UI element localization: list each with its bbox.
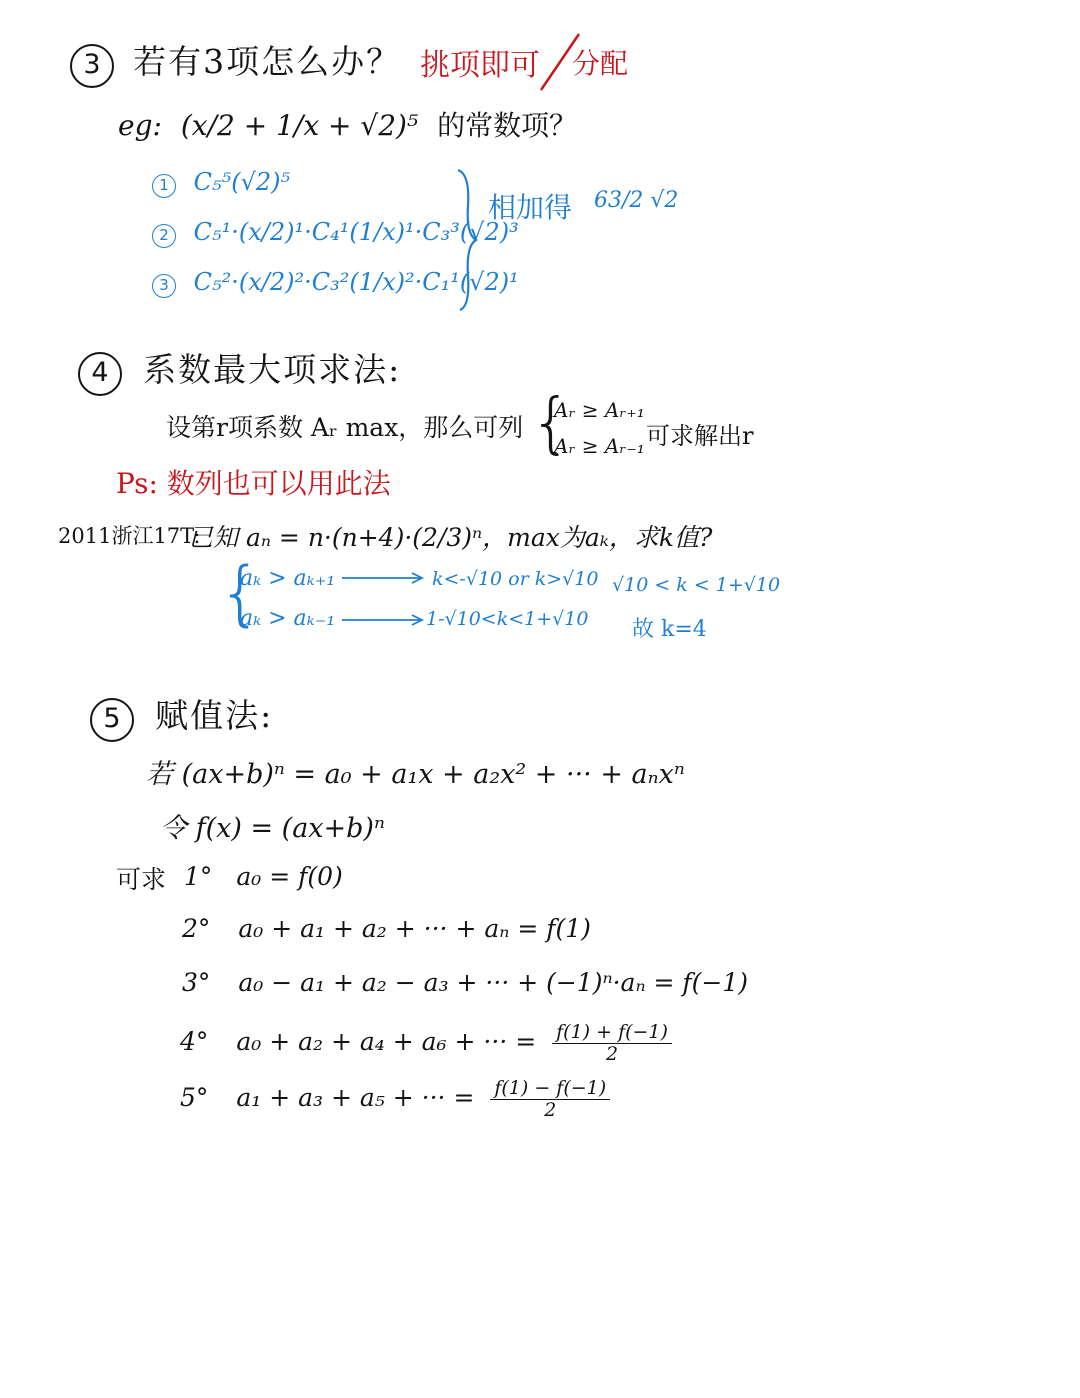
section4-number: 4 — [78, 352, 122, 396]
item-1 — [184, 862, 343, 891]
case-number-1: 1 — [152, 174, 176, 198]
item-2 — [182, 914, 591, 943]
item-3 — [182, 968, 748, 997]
result-2: 1-√10<k<1+√10 — [426, 608, 589, 630]
final-answer: 故 k=4 — [632, 617, 707, 642]
expansion-line: 若 (ax+b)ⁿ = a₀ + a₁x + a₂x² + ··· + aₙxⁿ — [146, 759, 685, 790]
denominator-5: 2 — [544, 1098, 557, 1121]
condition-1: aₖ > aₖ₊₁ — [240, 566, 336, 591]
numerator-4: f(1) + f(−1) — [552, 1022, 672, 1044]
system-line-2: Aᵣ ≥ Aᵣ₋₁ — [554, 434, 645, 458]
system-brace: { — [530, 384, 572, 461]
denominator-4: 2 — [605, 1042, 619, 1065]
section5-title: 赋值法: — [155, 696, 274, 735]
item-expression-3: a₀ − a₁ + a₂ − a₃ + ··· + (−1)ⁿ·aₙ = f(−1) — [238, 968, 749, 997]
case-number-3: 3 — [152, 274, 176, 298]
section4-description-2: 可求解出r — [646, 422, 754, 450]
item-4 — [180, 1022, 672, 1065]
arrows — [340, 570, 430, 630]
case-number-2: 2 — [152, 224, 176, 248]
section3-title: 若有3项怎么办？ — [133, 42, 402, 81]
item-expression-1: a₀ = f(0) — [236, 862, 343, 891]
item-number-3: 3° — [182, 968, 211, 997]
section3-red-note: 挑项即可 — [420, 48, 540, 83]
section4-title: 系数最大项求法: — [143, 350, 402, 389]
final-range: √10 < k < 1+√10 — [612, 574, 781, 596]
section3-number: 3 — [70, 44, 114, 88]
fraction-5 — [490, 1078, 610, 1121]
section3-heading — [70, 36, 401, 88]
case-expression-1: C₅⁵(√2)⁵ — [193, 168, 291, 196]
example-line — [118, 104, 577, 144]
exam-question: 已知 aₙ = n·(n+4)·(2/3)ⁿ，max为aₖ，求k值? — [188, 523, 713, 552]
right-brace — [452, 166, 482, 312]
item-5 — [180, 1078, 610, 1121]
sum-label: 相加得 — [488, 191, 573, 224]
result-1: k<-√10 or k>√10 — [432, 568, 599, 590]
item-lhs-5: a₁ + a₃ + a₅ + ··· = — [236, 1082, 475, 1112]
section4-description: 设第r项系数 Aᵣ max，那么可列 — [166, 413, 524, 442]
keqiu-label: 可求 — [116, 865, 167, 894]
example-expression: (x/2 + 1/x + √2)⁵ — [180, 109, 419, 142]
section5-heading — [90, 690, 273, 742]
condition-2: aₖ > aₖ₋₁ — [240, 606, 336, 631]
item-lhs-4: a₀ + a₂ + a₄ + a₆ + ··· = — [236, 1026, 537, 1056]
item-expression-2: a₀ + a₁ + a₂ + ··· + aₙ = f(1) — [238, 914, 591, 943]
section5-number: 5 — [90, 698, 134, 742]
example-prefix: eg: — [118, 109, 162, 142]
ps-note: Ps: 数列也可以用此法 — [116, 467, 391, 500]
exam-tag: 2011浙江17T: — [58, 524, 201, 548]
case-expression-3: C₅²·(x/2)²·C₃²(1/x)²·C₁¹(√2)¹ — [193, 268, 519, 296]
item-number-4: 4° — [180, 1026, 209, 1056]
item-number-2: 2° — [182, 914, 211, 943]
condition-brace: { — [218, 552, 263, 634]
fraction-4 — [552, 1022, 672, 1065]
section3-red-note-2: 分配 — [572, 47, 629, 80]
case-expression-2: C₅¹·(x/2)¹·C₄¹(1/x)¹·C₃³(√2)³ — [193, 218, 519, 246]
function-def: 令 f(x) = (ax+b)ⁿ — [160, 813, 385, 844]
numerator-5: f(1) − f(−1) — [490, 1078, 610, 1100]
system-line-1: Aᵣ ≥ Aᵣ₊₁ — [554, 398, 645, 422]
case-row-1 — [152, 168, 290, 198]
item-number-1: 1° — [184, 862, 213, 891]
section4-heading — [78, 344, 401, 396]
example-suffix: 的常数项？ — [437, 109, 578, 142]
sum-value: 63/2 √2 — [594, 188, 679, 213]
item-number-5: 5° — [180, 1082, 209, 1112]
